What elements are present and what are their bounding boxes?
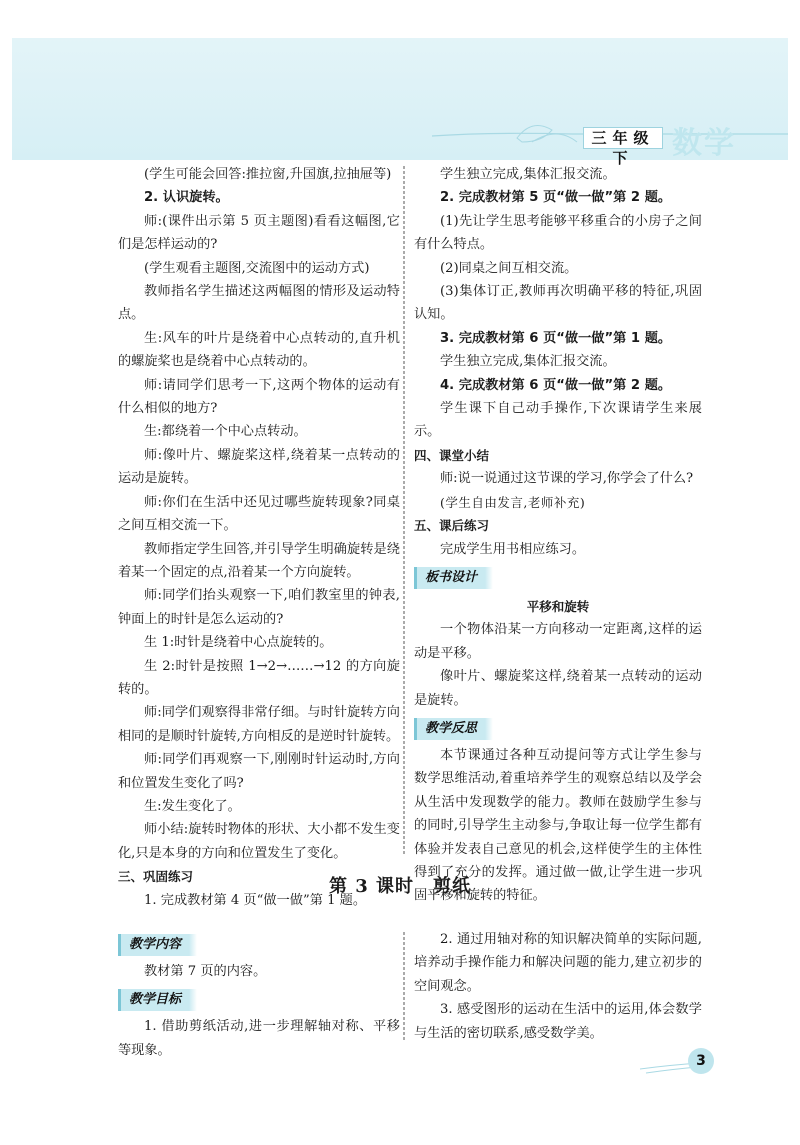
paragraph: (学生观看主题图,交流图中的运动方式) [144, 260, 370, 276]
paragraph: 师:请同学们思考一下,这两个物体的运动有什么相似的地方? [118, 377, 400, 417]
section-heading: 五、课后练习 [414, 518, 490, 534]
tag-teaching-goals: 教学目标 [118, 989, 189, 1011]
subject-watermark: 数学 [672, 126, 736, 161]
bottom-left-column [118, 928, 400, 1062]
right-column [414, 163, 702, 908]
blackboard-title: 平移和旋转 [526, 598, 590, 614]
paragraph: 生:发生变化了。 [144, 798, 241, 814]
paragraph: 生 1:时针是绕着中心点旋转的。 [144, 635, 333, 651]
paragraph: 师:像叶片、螺旋桨这样,绕着某一点转动的运动是旋转。 [118, 447, 400, 487]
subheading: 2. 认识旋转。 [144, 190, 229, 206]
paragraph: (学生可能会回答:推拉窗,升国旗,拉抽屉等) [144, 167, 392, 182]
page-number-area [640, 1047, 720, 1077]
tag-blackboard-design: 板书设计 [414, 567, 485, 589]
subheading: 2. 完成教材第 5 页“做一做”第 2 题。 [440, 190, 672, 206]
grade-label: 三年级下 [583, 127, 663, 149]
paragraph: 完成学生用书相应练习。 [440, 541, 586, 557]
paragraph: 一个物体沿某一方向移动一定距离,这样的运动是平移。 [414, 622, 702, 661]
paragraph: 1. 完成教材第 4 页“做一做”第 1 题。 [144, 892, 367, 908]
paragraph: 教师指名学生描述这两幅图的情形及运动特点。 [118, 284, 400, 323]
paragraph: 师:同学们观察得非常仔细。与时针旋转方向相同的是顺时针旋转,方向相反的是逆时针旋转。 [118, 705, 400, 744]
tag-teaching-reflection: 教学反思 [414, 718, 485, 740]
paragraph: 师:你们在生活中还见过哪些旋转现象?同桌之间互相交流一下。 [118, 494, 400, 534]
paragraph: (2)同桌之间互相交流。 [440, 260, 578, 276]
left-column [118, 163, 400, 912]
paragraph: 3. 感受图形的运动在生活中的运用,体会数学与生活的密切联系,感受数学美。 [414, 1002, 702, 1041]
bottom-right-column [414, 928, 702, 1045]
paragraph: 学生课下自己动手操作,下次课请学生来展示。 [414, 401, 702, 440]
lesson-title: 第 3 课时 剪纸 [328, 876, 472, 897]
paragraph: 学生独立完成,集体汇报交流。 [440, 167, 616, 182]
paragraph: 像叶片、螺旋桨这样,绕着某一点转动的运动是旋转。 [414, 669, 702, 708]
subheading: 4. 完成教材第 6 页“做一做”第 2 题。 [440, 377, 672, 393]
paragraph: 生:都绕着一个中心点转动。 [144, 424, 307, 440]
paragraph: 1. 借助剪纸活动,进一步理解轴对称、平移等现象。 [118, 1019, 400, 1058]
column-divider [401, 932, 407, 1040]
paragraph: 本节课通过各种互动提问等方式让学生参与数学思维活动,着重培养学生的观察总结以及学会从生活中发现数学的能力。教师在鼓励学生参与的同时,引导学生主动参与,争取让每一位学生都有体验并发表自己意见的机会,这样使学生的主体性得到了充分的发挥。通过做一做,让学生进一步巩固平移和旋转的特征。 [414, 747, 702, 904]
paragraph: 师小结:旋转时物体的形状、大小都不发生变化,只是本身的方向和位置发生了变化。 [118, 822, 400, 861]
column-divider [401, 166, 407, 856]
paragraph: 2. 通过用轴对称的知识解决简单的实际问题,培养动手操作能力和解决问题的能力,建立初步的空间观念。 [414, 932, 702, 994]
paragraph: (1)先让学生思考能够平移重合的小房子之间有什么特点。 [414, 213, 702, 253]
paragraph: (学生自由发言,老师补充) [440, 494, 586, 510]
subheading: 3. 完成教材第 6 页“做一做”第 1 题。 [440, 330, 672, 346]
paragraph: 师:同学们再观察一下,刚刚时针运动时,方向和位置发生变化了吗? [118, 752, 400, 791]
page-number: 3 [688, 1048, 714, 1074]
paragraph: 教材第 7 页的内容。 [144, 964, 267, 979]
paragraph: 生 2:时针是按照 1→2→……→12 的方向旋转的。 [118, 658, 400, 697]
paragraph: 师:同学们抬头观察一下,咱们教室里的钟表,钟面上的时针是怎么运动的? [118, 588, 400, 627]
paragraph: 教师指定学生回答,并引导学生明确旋转是绕着某一个固定的点,沿着某一个方向旋转。 [118, 541, 400, 580]
paragraph: 生:风车的叶片是绕着中心点转动的,直升机的螺旋桨也是绕着中心点转动的。 [118, 330, 400, 370]
paragraph: 学生独立完成,集体汇报交流。 [440, 354, 616, 370]
tag-teaching-content: 教学内容 [118, 934, 189, 956]
section-heading: 三、巩固练习 [118, 869, 194, 885]
paragraph: (3)集体订正,教师再次明确平移的特征,巩固认知。 [414, 284, 702, 323]
paragraph: 师:(课件出示第 5 页主题图)看看这幅图,它们是怎样运动的? [118, 213, 400, 253]
paragraph: 师:说一说通过这节课的学习,你学会了什么? [440, 471, 694, 487]
section-heading: 四、课堂小结 [414, 447, 490, 463]
